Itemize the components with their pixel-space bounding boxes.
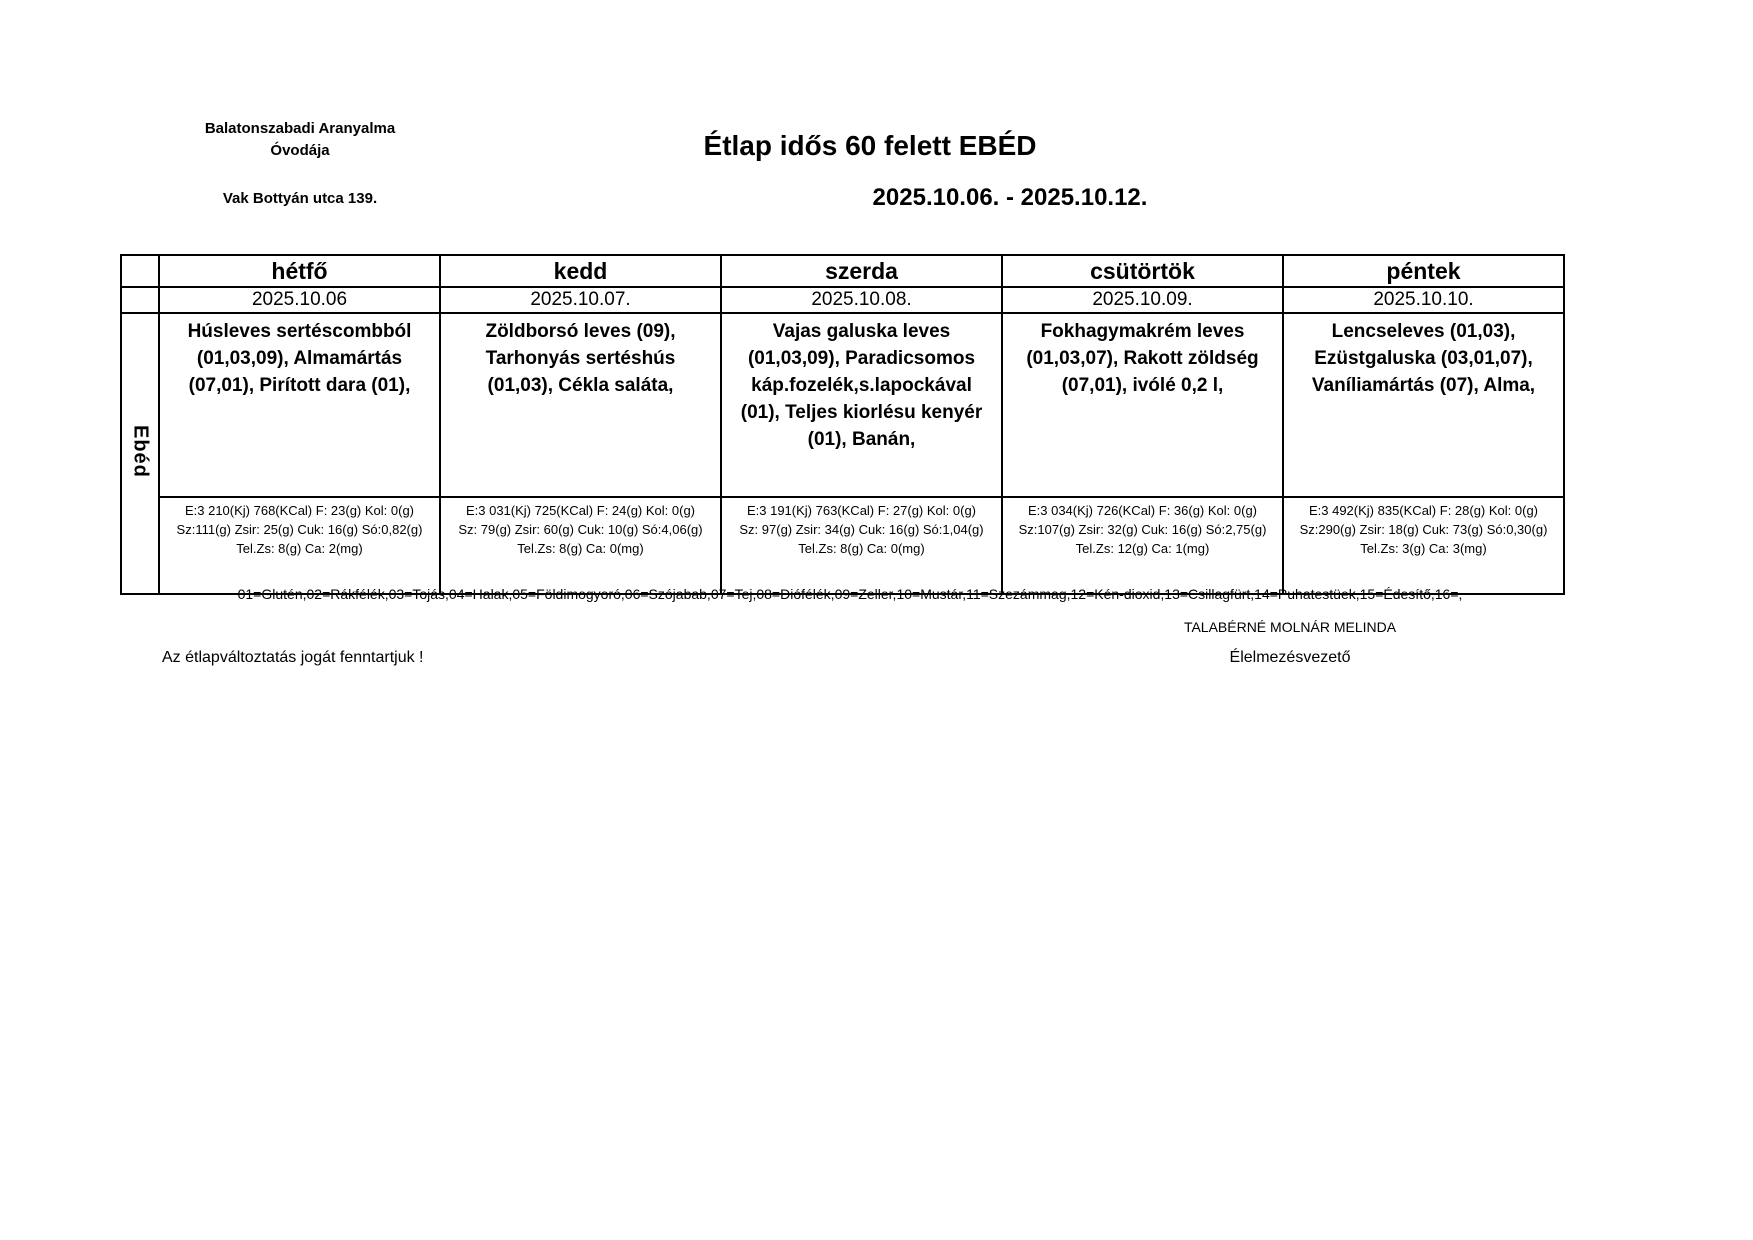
corner-cell: [121, 287, 159, 313]
dish-line: (01,03,09), Almamártás: [196, 348, 403, 369]
menu-title: Étlap idős 60 felett EBÉD: [703, 130, 1037, 161]
dish-thursday: [1002, 313, 1283, 497]
day-name-row: [121, 255, 1564, 287]
organization-name-line1: Balatonszabadi Aranyalma: [204, 120, 396, 137]
nutrition-friday: [1283, 497, 1564, 594]
nutrition-line: Tel.Zs: 8(g) Ca: 0(mg): [798, 541, 925, 556]
day-date-wednesday: 2025.10.08.: [721, 287, 1002, 313]
nutrition-line: Tel.Zs: 8(g) Ca: 2(mg): [236, 541, 363, 556]
dish-line: Húsleves sertéscombból: [187, 321, 412, 342]
day-name-monday: hétfő: [159, 255, 440, 287]
dish-line: (07,01), Pirított dara (01),: [188, 375, 411, 396]
dish-wednesday: [721, 313, 1002, 497]
nutrition-line: Sz: 79(g) Zsir: 60(g) Cuk: 10(g) Só:4,06(g): [458, 522, 703, 537]
nutrition-line: Tel.Zs: 12(g) Ca: 1(mg): [1075, 541, 1210, 556]
meal-label: Ebéd: [129, 424, 152, 478]
allergen-legend: 01=Glutén,02=Rákfélék,03=Tojás,04=Halak,05=Földimogyoró,06=Szójabab,07=Tej,08=Diófélék,09=Zeller,10=Mustár,11=Szezámmag,12=Kén-dioxid,13=Csillagfürt,14=Puhatestüek,15=Édesítő,16=,: [237, 586, 1463, 602]
corner-cell: [121, 255, 159, 287]
nutrition-line: E:3 191(Kj) 763(KCal) F: 27(g) Kol: 0(g): [746, 503, 977, 518]
signatory-role: Élelmezésvezető: [1229, 649, 1351, 666]
signatory-name: TALABÉRNÉ MOLNÁR MELINDA: [1183, 619, 1397, 635]
organization-name-line2: Óvodája: [270, 142, 330, 159]
nutrition-monday: [159, 497, 440, 594]
dish-friday: [1283, 313, 1564, 497]
nutrition-line: E:3 492(Kj) 835(KCal) F: 28(g) Kol: 0(g): [1308, 503, 1539, 518]
dish-line: káp.fozelék,s.lapockával: [751, 375, 972, 396]
organization-address: Vak Bottyán utca 139.: [222, 190, 378, 207]
dish-monday: [159, 313, 440, 497]
dish-row: [121, 313, 1564, 497]
dish-line: (07,01), ivólé 0,2 l,: [1061, 375, 1224, 396]
dish-line: (01,03), Cékla saláta,: [487, 375, 674, 396]
nutrition-row: [121, 497, 1564, 594]
day-date-friday: 2025.10.10.: [1283, 287, 1564, 313]
nutrition-line: E:3 210(Kj) 768(KCal) F: 23(g) Kol: 0(g): [184, 503, 415, 518]
dish-line: (01), Teljes kiorlésu kenyér: [740, 402, 983, 423]
day-date-monday: 2025.10.06: [159, 287, 440, 313]
day-name-thursday: csütörtök: [1002, 255, 1283, 287]
dish-line: (01,03,07), Rakott zöldség: [1026, 348, 1259, 369]
dish-line: Vajas galuska leves: [772, 321, 951, 342]
dish-line: Lencseleves (01,03),: [1331, 321, 1516, 342]
dish-line: Zöldborsó leves (09),: [485, 321, 676, 342]
dish-line: Fokhagymakrém leves: [1040, 321, 1245, 342]
day-name-friday: péntek: [1283, 255, 1564, 287]
dish-line: (01,03,09), Paradicsomos: [747, 348, 976, 369]
nutrition-thursday: [1002, 497, 1283, 594]
day-date-row: [121, 287, 1564, 313]
meal-label-cell: [121, 313, 159, 594]
nutrition-line: Sz: 97(g) Zsir: 34(g) Cuk: 16(g) Só:1,04(g): [739, 522, 984, 537]
nutrition-tuesday: [440, 497, 721, 594]
nutrition-wednesday: [721, 497, 1002, 594]
nutrition-line: Sz:107(g) Zsir: 32(g) Cuk: 16(g) Só:2,75(g): [1018, 522, 1267, 537]
nutrition-line: Sz:111(g) Zsir: 25(g) Cuk: 16(g) Só:0,82(g): [176, 522, 423, 537]
nutrition-line: E:3 031(Kj) 725(KCal) F: 24(g) Kol: 0(g): [465, 503, 696, 518]
day-date-thursday: 2025.10.09.: [1002, 287, 1283, 313]
menu-change-disclaimer: Az étlapváltoztatás jogát fenntartjuk !: [162, 649, 424, 666]
organization-name: [180, 118, 420, 162]
day-name-wednesday: szerda: [721, 255, 1002, 287]
day-name-tuesday: kedd: [440, 255, 721, 287]
menu-date-range: 2025.10.06. - 2025.10.12.: [872, 184, 1148, 211]
day-date-tuesday: 2025.10.07.: [440, 287, 721, 313]
nutrition-line: Tel.Zs: 8(g) Ca: 0(mg): [517, 541, 644, 556]
nutrition-line: Tel.Zs: 3(g) Ca: 3(mg): [1360, 541, 1487, 556]
dish-line: Ezüstgaluska (03,01,07),: [1314, 348, 1533, 369]
dish-tuesday: [440, 313, 721, 497]
nutrition-line: Sz:290(g) Zsir: 18(g) Cuk: 73(g) Só:0,30(g): [1299, 522, 1548, 537]
dish-line: (01), Banán,: [807, 429, 916, 450]
dish-line: Tarhonyás sertéshús: [485, 348, 676, 369]
nutrition-line: E:3 034(Kj) 726(KCal) F: 36(g) Kol: 0(g): [1027, 503, 1258, 518]
weekly-menu-table: [120, 254, 1565, 595]
dish-line: Vaníliamártás (07), Alma,: [1311, 375, 1536, 396]
